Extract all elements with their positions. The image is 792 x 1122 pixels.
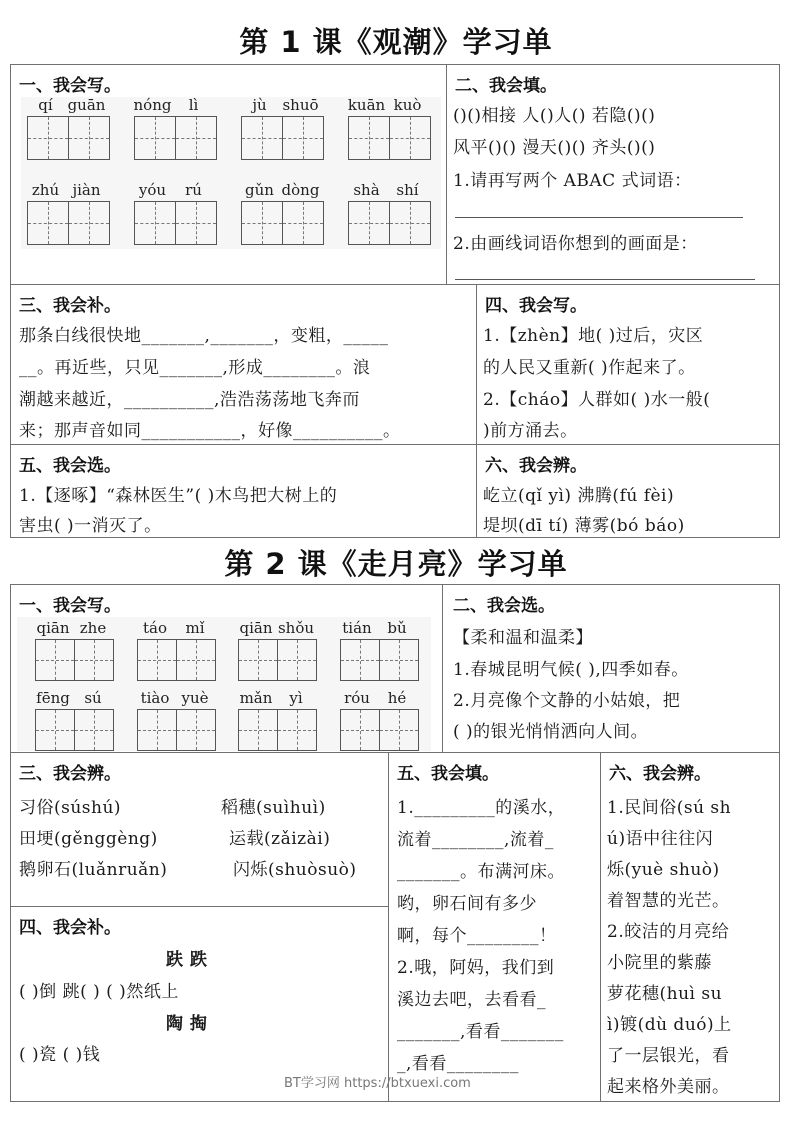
lesson2-title: 第 2 课《走月亮》学习单 — [224, 547, 568, 581]
l1-sec5-choose — [10, 444, 478, 538]
tianzige-box[interactable] — [27, 201, 110, 245]
l2-sec6-line: 小院里的紫藤 — [607, 953, 712, 973]
l1-sec4-line: 2.【cháo】人群如( )水一般( — [483, 390, 711, 410]
l2-sec5-line: 哟，卵石间有多少 — [397, 894, 537, 914]
pinyin: shà — [353, 181, 380, 199]
l1-sec6-line: 堤坝(dī tí) 薄雾(bó báo) — [483, 516, 685, 536]
l2-sec6-line: 烁(yuè shuò) — [607, 860, 720, 880]
l2-sec6-line: 2.皎洁的月亮给 — [607, 922, 730, 942]
l2-sec3-left: 鹅卵石(luǎnruǎn) — [19, 860, 168, 880]
l1-sec3-line: 潮越来越近，__________,浩浩荡荡地飞奔而 — [19, 390, 360, 410]
l1-sec1-write — [10, 64, 448, 286]
l2-sec6-line: 1.民间俗(sú sh — [607, 798, 732, 818]
tianzige-box[interactable] — [238, 639, 317, 681]
tianzige-box[interactable] — [137, 709, 216, 751]
l2-sec5-line: 溪边去吧，去看看_ — [397, 990, 546, 1010]
tianzige-box[interactable] — [340, 639, 419, 681]
l1-sec6-line: 屹立(qǐ yì) 沸腾(fú fèi) — [483, 486, 675, 506]
l1-sec4-write — [476, 284, 780, 446]
l2-sec5-line: 1._________的溪水， — [397, 798, 566, 818]
l1-sec4-line: 1.【zhèn】地( )过后，灾区 — [483, 326, 704, 346]
l1-sec4-line: )前方涌去。 — [483, 421, 578, 441]
l2-sec3-left: 田埂(gěnggèng) — [19, 829, 158, 849]
l1-sec2-line: 1.请再写两个 ABAC 式词语： — [453, 171, 692, 191]
pinyin: gǔn — [245, 181, 274, 199]
pinyin: yóu — [138, 181, 167, 199]
tianzige-box[interactable] — [348, 116, 431, 160]
pinyin: qí — [38, 96, 53, 114]
pinyin: qiān — [36, 619, 70, 637]
l2-sec4-heading: 四、我会补。 — [19, 918, 121, 938]
tianzige-box[interactable] — [134, 201, 217, 245]
l2-sec6-distinguish — [600, 752, 780, 1102]
pinyin: yuè — [181, 689, 209, 707]
tianzige-box[interactable] — [340, 709, 419, 751]
tianzige-box[interactable] — [27, 116, 110, 160]
l2-sec6-line: ì)镀(dù duó)上 — [607, 1015, 732, 1035]
l2-sec4-line1: ( )倒 跳( ) ( )然纸上 — [19, 982, 179, 1002]
answer-line[interactable] — [455, 279, 755, 280]
l2-sec3-heading: 三、我会辨。 — [19, 764, 121, 784]
l2-sec3-right: 运载(zǎizài) — [229, 829, 331, 849]
l2-sec5-heading: 五、我会填。 — [397, 764, 499, 784]
pinyin: kuān — [347, 96, 386, 114]
l2-sec5-line: 2.哦，阿妈，我们到 — [397, 958, 555, 978]
l2-sec2-line: ( )的银光悄悄洒向人间。 — [453, 722, 649, 742]
l2-sec4-pair2: 陶 掏 — [166, 1014, 208, 1034]
pinyin: jiàn — [72, 181, 101, 199]
pinyin: bǔ — [387, 619, 407, 637]
pinyin: shuō — [282, 96, 319, 114]
tianzige-box[interactable] — [137, 639, 216, 681]
l2-sec2-line: 【柔和温和温柔】 — [453, 628, 593, 648]
l1-sec3-line: 来；那声音如同___________，好像__________。 — [19, 421, 401, 441]
l2-sec3-distinguish — [10, 752, 390, 908]
pinyin: mǐ — [185, 619, 205, 637]
l1-sec3-heading: 三、我会补。 — [19, 296, 121, 316]
l1-sec5-line: 害虫( )一消灭了。 — [19, 516, 162, 536]
l2-sec4-pair1: 趺 跌 — [166, 950, 208, 970]
tianzige-box[interactable] — [241, 116, 324, 160]
pinyin: lì — [188, 96, 199, 114]
tianzige-box[interactable] — [348, 201, 431, 245]
l2-sec4-line2: ( )瓷 ( )钱 — [19, 1045, 101, 1065]
l1-sec2-line: ()()相接 人()人() 若隐()() — [453, 106, 656, 126]
pinyin: shí — [396, 181, 419, 199]
l1-sec5-heading: 五、我会选。 — [19, 456, 121, 476]
pinyin: tiào — [140, 689, 170, 707]
l1-sec6-distinguish — [476, 444, 780, 538]
l1-sec6-heading: 六、我会辨。 — [485, 456, 587, 476]
tianzige-box[interactable] — [35, 639, 114, 681]
l2-sec3-left: 习俗(súshú) — [19, 798, 122, 818]
watermark: BT学习网 https://btxuexi.com — [284, 1076, 471, 1091]
l1-sec3-line: 那条白线很快地_______,_______，变粗，_____ — [19, 326, 389, 346]
tianzige-box[interactable] — [134, 116, 217, 160]
l2-sec6-line: 了一层银光，看 — [607, 1046, 730, 1066]
l1-sec2-line: 2.由画线词语你想到的画面是： — [453, 234, 698, 254]
l1-sec1-heading: 一、我会写。 — [19, 76, 121, 96]
l2-sec2-line: 2.月亮像个文静的小姑娘，把 — [453, 691, 681, 711]
l2-sec6-line: ú)语中往往闪 — [607, 829, 714, 849]
pinyin: rú — [185, 181, 202, 199]
l2-sec2-choose — [442, 584, 780, 754]
pinyin: fēng — [36, 689, 70, 707]
l2-sec5-line: _______。布满河床。 — [397, 862, 565, 882]
pinyin: sú — [84, 689, 102, 707]
pinyin: yì — [289, 689, 303, 707]
l1-sec3-line: __。再近些，只见_______,形成________。浪 — [19, 358, 371, 378]
l2-sec6-line: 萝花穗(huì su — [607, 984, 723, 1004]
l2-sec5-line: _,看看________ — [397, 1054, 519, 1074]
pinyin: róu — [344, 689, 370, 707]
pinyin: guān — [67, 96, 106, 114]
l1-sec2-fill — [446, 64, 780, 286]
pinyin: táo — [142, 619, 167, 637]
pinyin: tián — [342, 619, 372, 637]
lesson1-title: 第 1 课《观潮》学习单 — [239, 25, 553, 59]
l1-sec4-heading: 四、我会写。 — [485, 296, 587, 316]
pinyin: dòng — [281, 181, 320, 199]
l2-sec3-right: 闪烁(shuòsuò) — [233, 860, 357, 880]
l2-sec1-heading: 一、我会写。 — [19, 596, 121, 616]
l2-sec2-line: 1.春城昆明气候( ),四季如春。 — [453, 660, 689, 680]
l1-sec3-complete — [10, 284, 478, 446]
pinyin: jù — [252, 96, 267, 114]
l2-sec6-line: 着智慧的光芒。 — [607, 891, 730, 911]
l2-sec6-heading: 六、我会辨。 — [609, 764, 711, 784]
l2-sec6-line: 起来格外美丽。 — [607, 1077, 730, 1097]
l2-sec5-line: 啊，每个________！ — [397, 926, 557, 946]
l2-sec5-line: _______,看看_______ — [397, 1022, 564, 1042]
tianzige-box[interactable] — [238, 709, 317, 751]
l2-sec1-write — [10, 584, 444, 754]
pinyin: nóng — [133, 96, 172, 114]
tianzige-box[interactable] — [35, 709, 114, 751]
pinyin: hé — [387, 689, 407, 707]
pinyin: shǒu — [277, 619, 315, 637]
l2-sec5-line: 流着________,流着_ — [397, 830, 554, 850]
pinyin: zhe — [79, 619, 107, 637]
l1-sec5-line: 1.【逐啄】“森林医生”( )木鸟把大树上的 — [19, 486, 338, 506]
l2-sec5-fill — [388, 752, 602, 1102]
l1-sec2-heading: 二、我会填。 — [455, 76, 557, 96]
tianzige-box[interactable] — [241, 201, 324, 245]
pinyin: qiān — [239, 619, 273, 637]
pinyin: kuò — [393, 96, 422, 114]
l1-sec2-line: 风平()() 漫天()() 齐头()() — [453, 138, 656, 158]
pinyin: mǎn — [239, 689, 273, 707]
pinyin: zhú — [31, 181, 60, 199]
l2-sec2-heading: 二、我会选。 — [453, 596, 555, 616]
answer-line[interactable] — [455, 217, 743, 218]
l1-sec4-line: 的人民又重新( )作起来了。 — [483, 358, 696, 378]
l2-sec3-right: 稻穗(suìhuì) — [221, 798, 326, 818]
